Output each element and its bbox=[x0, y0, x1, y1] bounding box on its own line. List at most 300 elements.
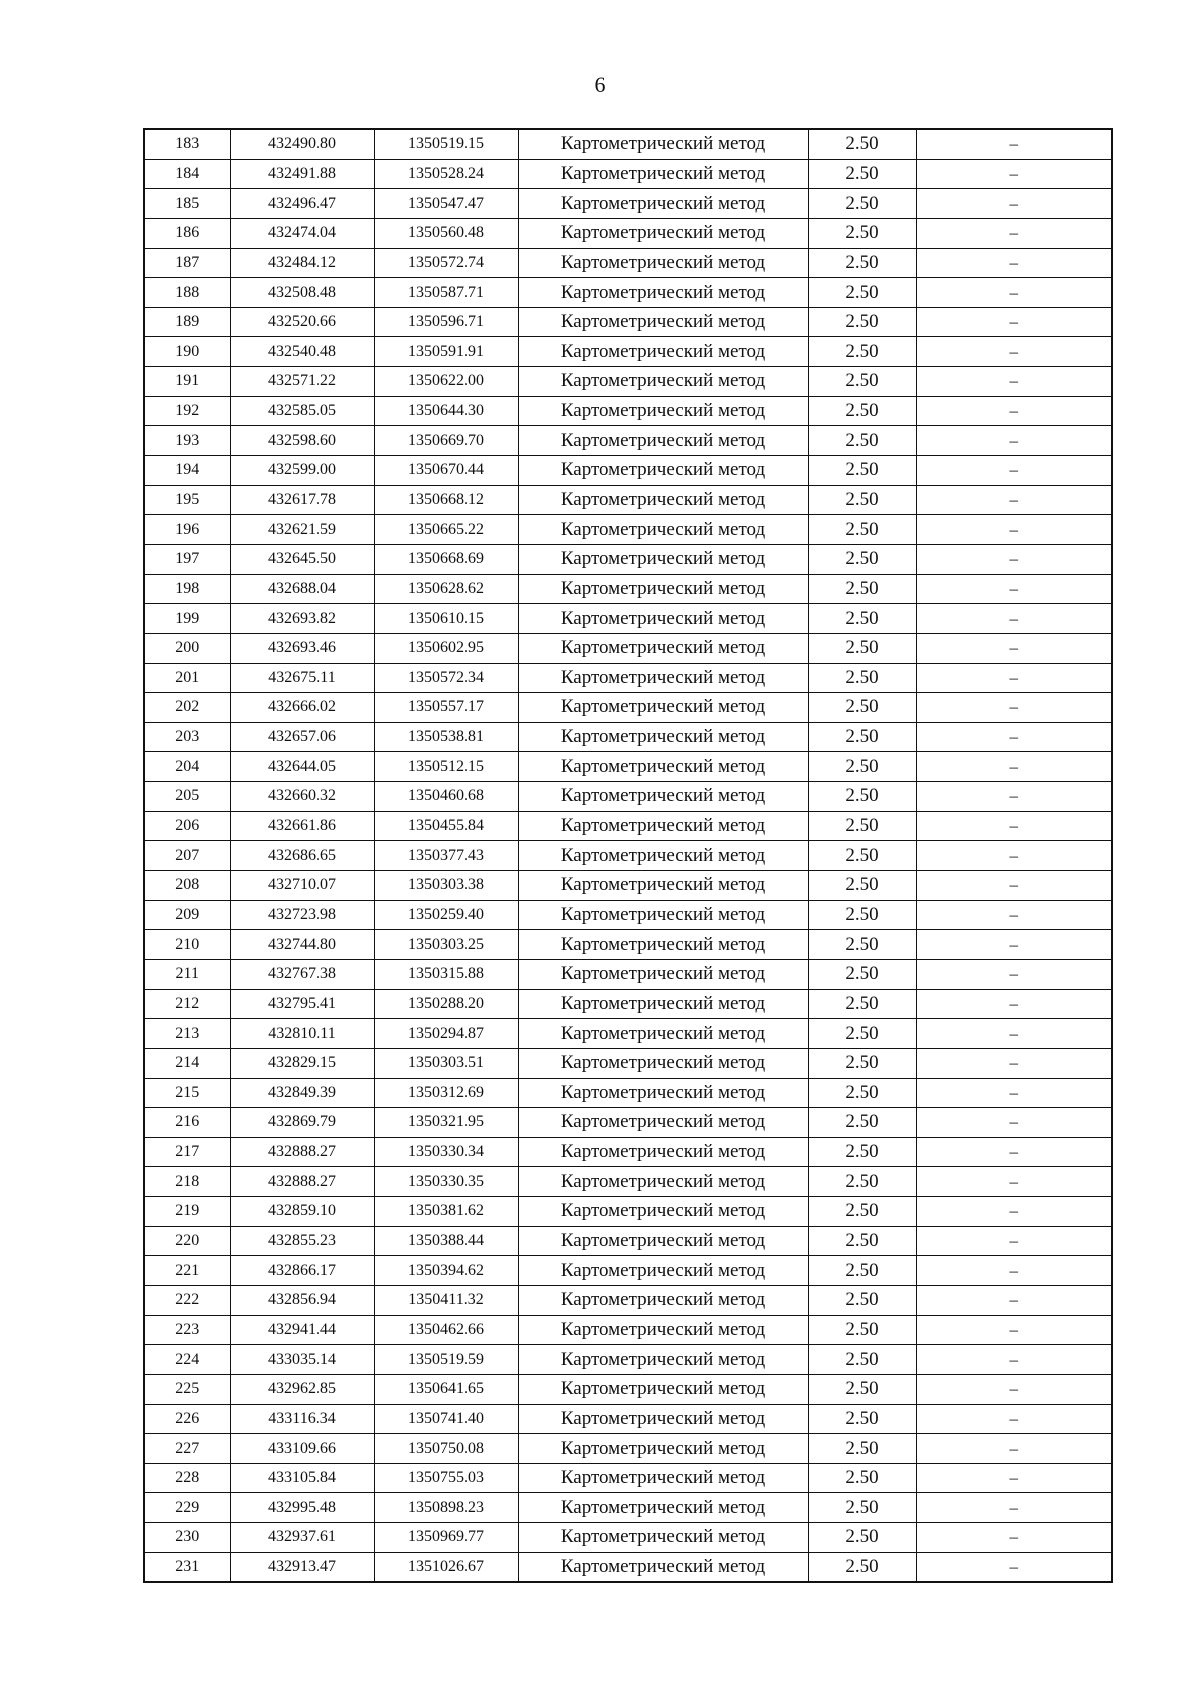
description-cell: – bbox=[916, 1226, 1112, 1256]
x-coordinate-cell: 432657.06 bbox=[230, 722, 374, 752]
x-coordinate-cell: 432744.80 bbox=[230, 930, 374, 960]
table-row bbox=[144, 367, 1112, 397]
table-row bbox=[144, 544, 1112, 574]
accuracy-cell: 2.50 bbox=[808, 367, 916, 397]
description-cell: – bbox=[916, 1048, 1112, 1078]
accuracy-cell: 2.50 bbox=[808, 396, 916, 426]
point-number-cell: 215 bbox=[144, 1078, 230, 1108]
x-coordinate-cell: 432856.94 bbox=[230, 1285, 374, 1315]
method-cell: Картометрический метод bbox=[518, 1167, 808, 1197]
y-coordinate-cell: 1350519.59 bbox=[374, 1345, 518, 1375]
point-number-cell: 211 bbox=[144, 959, 230, 989]
method-cell: Картометрический метод bbox=[518, 633, 808, 663]
accuracy-cell: 2.50 bbox=[808, 218, 916, 248]
method-cell: Картометрический метод bbox=[518, 752, 808, 782]
page-number: 6 bbox=[594, 72, 606, 97]
x-coordinate-cell: 432849.39 bbox=[230, 1078, 374, 1108]
x-coordinate-cell: 432508.48 bbox=[230, 278, 374, 308]
description-cell: – bbox=[916, 1197, 1112, 1227]
y-coordinate-cell: 1350572.34 bbox=[374, 663, 518, 693]
point-number-cell: 222 bbox=[144, 1285, 230, 1315]
point-number-cell: 202 bbox=[144, 693, 230, 723]
point-number-cell: 229 bbox=[144, 1493, 230, 1523]
coordinates-table bbox=[143, 128, 1113, 1583]
x-coordinate-cell: 432693.82 bbox=[230, 604, 374, 634]
description-cell: – bbox=[916, 1374, 1112, 1404]
y-coordinate-cell: 1350669.70 bbox=[374, 426, 518, 456]
point-number-cell: 219 bbox=[144, 1197, 230, 1227]
description-cell: – bbox=[916, 367, 1112, 397]
method-cell: Картометрический метод bbox=[518, 900, 808, 930]
description-cell: – bbox=[916, 1167, 1112, 1197]
table-row bbox=[144, 485, 1112, 515]
point-number-cell: 228 bbox=[144, 1463, 230, 1493]
method-cell: Картометрический метод bbox=[518, 396, 808, 426]
y-coordinate-cell: 1350303.25 bbox=[374, 930, 518, 960]
accuracy-cell: 2.50 bbox=[808, 604, 916, 634]
table-row bbox=[144, 1019, 1112, 1049]
table-row bbox=[144, 515, 1112, 545]
table-row bbox=[144, 396, 1112, 426]
method-cell: Картометрический метод bbox=[518, 663, 808, 693]
accuracy-cell: 2.50 bbox=[808, 337, 916, 367]
accuracy-cell: 2.50 bbox=[808, 1552, 916, 1582]
table-row bbox=[144, 1315, 1112, 1345]
table-row bbox=[144, 189, 1112, 219]
method-cell: Картометрический метод bbox=[518, 426, 808, 456]
y-coordinate-cell: 1350610.15 bbox=[374, 604, 518, 634]
y-coordinate-cell: 1350596.71 bbox=[374, 307, 518, 337]
point-number-cell: 207 bbox=[144, 841, 230, 871]
description-cell: – bbox=[916, 1078, 1112, 1108]
description-cell: – bbox=[916, 633, 1112, 663]
accuracy-cell: 2.50 bbox=[808, 456, 916, 486]
table-row bbox=[144, 1108, 1112, 1138]
point-number-cell: 221 bbox=[144, 1256, 230, 1286]
method-cell: Картометрический метод bbox=[518, 1137, 808, 1167]
y-coordinate-cell: 1350628.62 bbox=[374, 574, 518, 604]
method-cell: Картометрический метод bbox=[518, 1256, 808, 1286]
description-cell: – bbox=[916, 189, 1112, 219]
x-coordinate-cell: 432855.23 bbox=[230, 1226, 374, 1256]
method-cell: Картометрический метод bbox=[518, 871, 808, 901]
y-coordinate-cell: 1350455.84 bbox=[374, 811, 518, 841]
point-number-cell: 218 bbox=[144, 1167, 230, 1197]
description-cell: – bbox=[916, 989, 1112, 1019]
table-row bbox=[144, 159, 1112, 189]
accuracy-cell: 2.50 bbox=[808, 1523, 916, 1553]
description-cell: – bbox=[916, 841, 1112, 871]
point-number-cell: 199 bbox=[144, 604, 230, 634]
accuracy-cell: 2.50 bbox=[808, 900, 916, 930]
accuracy-cell: 2.50 bbox=[808, 871, 916, 901]
accuracy-cell: 2.50 bbox=[808, 959, 916, 989]
y-coordinate-cell: 1350898.23 bbox=[374, 1493, 518, 1523]
method-cell: Картометрический метод bbox=[518, 1285, 808, 1315]
point-number-cell: 214 bbox=[144, 1048, 230, 1078]
table-row bbox=[144, 841, 1112, 871]
description-cell: – bbox=[916, 544, 1112, 574]
method-cell: Картометрический метод bbox=[518, 811, 808, 841]
description-cell: – bbox=[916, 456, 1112, 486]
table-row bbox=[144, 633, 1112, 663]
y-coordinate-cell: 1350303.38 bbox=[374, 871, 518, 901]
table-row bbox=[144, 1285, 1112, 1315]
point-number-cell: 194 bbox=[144, 456, 230, 486]
y-coordinate-cell: 1350641.65 bbox=[374, 1374, 518, 1404]
table-row bbox=[144, 278, 1112, 308]
method-cell: Картометрический метод bbox=[518, 1523, 808, 1553]
accuracy-cell: 2.50 bbox=[808, 1493, 916, 1523]
description-cell: – bbox=[916, 218, 1112, 248]
table-row bbox=[144, 871, 1112, 901]
accuracy-cell: 2.50 bbox=[808, 485, 916, 515]
point-number-cell: 223 bbox=[144, 1315, 230, 1345]
y-coordinate-cell: 1350315.88 bbox=[374, 959, 518, 989]
accuracy-cell: 2.50 bbox=[808, 841, 916, 871]
table-row bbox=[144, 752, 1112, 782]
method-cell: Картометрический метод bbox=[518, 1463, 808, 1493]
description-cell: – bbox=[916, 1404, 1112, 1434]
accuracy-cell: 2.50 bbox=[808, 1463, 916, 1493]
method-cell: Картометрический метод bbox=[518, 1374, 808, 1404]
accuracy-cell: 2.50 bbox=[808, 1434, 916, 1464]
y-coordinate-cell: 1350560.48 bbox=[374, 218, 518, 248]
coordinates-table-body bbox=[144, 129, 1112, 1582]
y-coordinate-cell: 1350547.47 bbox=[374, 189, 518, 219]
description-cell: – bbox=[916, 1256, 1112, 1286]
y-coordinate-cell: 1350330.35 bbox=[374, 1167, 518, 1197]
point-number-cell: 210 bbox=[144, 930, 230, 960]
description-cell: – bbox=[916, 1137, 1112, 1167]
y-coordinate-cell: 1350519.15 bbox=[374, 129, 518, 159]
table-row bbox=[144, 1167, 1112, 1197]
accuracy-cell: 2.50 bbox=[808, 1285, 916, 1315]
method-cell: Картометрический метод bbox=[518, 278, 808, 308]
x-coordinate-cell: 432941.44 bbox=[230, 1315, 374, 1345]
y-coordinate-cell: 1350622.00 bbox=[374, 367, 518, 397]
description-cell: – bbox=[916, 426, 1112, 456]
accuracy-cell: 2.50 bbox=[808, 574, 916, 604]
accuracy-cell: 2.50 bbox=[808, 811, 916, 841]
x-coordinate-cell: 432888.27 bbox=[230, 1167, 374, 1197]
accuracy-cell: 2.50 bbox=[808, 1404, 916, 1434]
y-coordinate-cell: 1350312.69 bbox=[374, 1078, 518, 1108]
y-coordinate-cell: 1350394.62 bbox=[374, 1256, 518, 1286]
point-number-cell: 185 bbox=[144, 189, 230, 219]
point-number-cell: 227 bbox=[144, 1434, 230, 1464]
point-number-cell: 193 bbox=[144, 426, 230, 456]
x-coordinate-cell: 432644.05 bbox=[230, 752, 374, 782]
y-coordinate-cell: 1350741.40 bbox=[374, 1404, 518, 1434]
point-number-cell: 195 bbox=[144, 485, 230, 515]
y-coordinate-cell: 1350572.74 bbox=[374, 248, 518, 278]
description-cell: – bbox=[916, 307, 1112, 337]
description-cell: – bbox=[916, 811, 1112, 841]
y-coordinate-cell: 1350670.44 bbox=[374, 456, 518, 486]
y-coordinate-cell: 1350591.91 bbox=[374, 337, 518, 367]
y-coordinate-cell: 1350294.87 bbox=[374, 1019, 518, 1049]
table-row bbox=[144, 693, 1112, 723]
x-coordinate-cell: 432496.47 bbox=[230, 189, 374, 219]
table-row bbox=[144, 1078, 1112, 1108]
table-row bbox=[144, 1493, 1112, 1523]
point-number-cell: 224 bbox=[144, 1345, 230, 1375]
point-number-cell: 189 bbox=[144, 307, 230, 337]
table-row bbox=[144, 663, 1112, 693]
y-coordinate-cell: 1350969.77 bbox=[374, 1523, 518, 1553]
point-number-cell: 220 bbox=[144, 1226, 230, 1256]
accuracy-cell: 2.50 bbox=[808, 189, 916, 219]
x-coordinate-cell: 432660.32 bbox=[230, 782, 374, 812]
accuracy-cell: 2.50 bbox=[808, 1019, 916, 1049]
accuracy-cell: 2.50 bbox=[808, 930, 916, 960]
accuracy-cell: 2.50 bbox=[808, 782, 916, 812]
table-row bbox=[144, 1137, 1112, 1167]
y-coordinate-cell: 1350587.71 bbox=[374, 278, 518, 308]
description-cell: – bbox=[916, 1108, 1112, 1138]
method-cell: Картометрический метод bbox=[518, 1434, 808, 1464]
table-row bbox=[144, 1256, 1112, 1286]
table-row bbox=[144, 1463, 1112, 1493]
point-number-cell: 197 bbox=[144, 544, 230, 574]
table-row bbox=[144, 1048, 1112, 1078]
point-number-cell: 225 bbox=[144, 1374, 230, 1404]
accuracy-cell: 2.50 bbox=[808, 989, 916, 1019]
y-coordinate-cell: 1350557.17 bbox=[374, 693, 518, 723]
x-coordinate-cell: 433105.84 bbox=[230, 1463, 374, 1493]
point-number-cell: 206 bbox=[144, 811, 230, 841]
accuracy-cell: 2.50 bbox=[808, 1197, 916, 1227]
point-number-cell: 198 bbox=[144, 574, 230, 604]
accuracy-cell: 2.50 bbox=[808, 752, 916, 782]
table-row bbox=[144, 989, 1112, 1019]
description-cell: – bbox=[916, 722, 1112, 752]
table-row bbox=[144, 811, 1112, 841]
point-number-cell: 187 bbox=[144, 248, 230, 278]
x-coordinate-cell: 432599.00 bbox=[230, 456, 374, 486]
table-row bbox=[144, 1523, 1112, 1553]
point-number-cell: 216 bbox=[144, 1108, 230, 1138]
y-coordinate-cell: 1350411.32 bbox=[374, 1285, 518, 1315]
description-cell: – bbox=[916, 1434, 1112, 1464]
point-number-cell: 205 bbox=[144, 782, 230, 812]
y-coordinate-cell: 1350644.30 bbox=[374, 396, 518, 426]
point-number-cell: 213 bbox=[144, 1019, 230, 1049]
description-cell: – bbox=[916, 1463, 1112, 1493]
table-row bbox=[144, 426, 1112, 456]
y-coordinate-cell: 1350330.34 bbox=[374, 1137, 518, 1167]
accuracy-cell: 2.50 bbox=[808, 722, 916, 752]
description-cell: – bbox=[916, 604, 1112, 634]
x-coordinate-cell: 432585.05 bbox=[230, 396, 374, 426]
x-coordinate-cell: 432859.10 bbox=[230, 1197, 374, 1227]
description-cell: – bbox=[916, 959, 1112, 989]
y-coordinate-cell: 1350288.20 bbox=[374, 989, 518, 1019]
x-coordinate-cell: 432666.02 bbox=[230, 693, 374, 723]
method-cell: Картометрический метод bbox=[518, 959, 808, 989]
description-cell: – bbox=[916, 930, 1112, 960]
description-cell: – bbox=[916, 1345, 1112, 1375]
accuracy-cell: 2.50 bbox=[808, 1345, 916, 1375]
point-number-cell: 208 bbox=[144, 871, 230, 901]
accuracy-cell: 2.50 bbox=[808, 278, 916, 308]
description-cell: – bbox=[916, 1493, 1112, 1523]
x-coordinate-cell: 433035.14 bbox=[230, 1345, 374, 1375]
description-cell: – bbox=[916, 782, 1112, 812]
accuracy-cell: 2.50 bbox=[808, 129, 916, 159]
x-coordinate-cell: 432688.04 bbox=[230, 574, 374, 604]
x-coordinate-cell: 432540.48 bbox=[230, 337, 374, 367]
point-number-cell: 192 bbox=[144, 396, 230, 426]
description-cell: – bbox=[916, 1285, 1112, 1315]
x-coordinate-cell: 432520.66 bbox=[230, 307, 374, 337]
point-number-cell: 186 bbox=[144, 218, 230, 248]
y-coordinate-cell: 1350528.24 bbox=[374, 159, 518, 189]
y-coordinate-cell: 1350388.44 bbox=[374, 1226, 518, 1256]
method-cell: Картометрический метод bbox=[518, 1019, 808, 1049]
y-coordinate-cell: 1350303.51 bbox=[374, 1048, 518, 1078]
point-number-cell: 204 bbox=[144, 752, 230, 782]
x-coordinate-cell: 432866.17 bbox=[230, 1256, 374, 1286]
x-coordinate-cell: 432571.22 bbox=[230, 367, 374, 397]
method-cell: Картометрический метод bbox=[518, 159, 808, 189]
accuracy-cell: 2.50 bbox=[808, 1108, 916, 1138]
x-coordinate-cell: 432474.04 bbox=[230, 218, 374, 248]
table-row bbox=[144, 782, 1112, 812]
accuracy-cell: 2.50 bbox=[808, 633, 916, 663]
x-coordinate-cell: 433109.66 bbox=[230, 1434, 374, 1464]
y-coordinate-cell: 1351026.67 bbox=[374, 1552, 518, 1582]
accuracy-cell: 2.50 bbox=[808, 248, 916, 278]
description-cell: – bbox=[916, 396, 1112, 426]
method-cell: Картометрический метод bbox=[518, 604, 808, 634]
method-cell: Картометрический метод bbox=[518, 1552, 808, 1582]
method-cell: Картометрический метод bbox=[518, 693, 808, 723]
accuracy-cell: 2.50 bbox=[808, 515, 916, 545]
x-coordinate-cell: 432484.12 bbox=[230, 248, 374, 278]
description-cell: – bbox=[916, 485, 1112, 515]
x-coordinate-cell: 432693.46 bbox=[230, 633, 374, 663]
x-coordinate-cell: 432767.38 bbox=[230, 959, 374, 989]
method-cell: Картометрический метод bbox=[518, 1315, 808, 1345]
description-cell: – bbox=[916, 1523, 1112, 1553]
table-row bbox=[144, 218, 1112, 248]
table-row bbox=[144, 248, 1112, 278]
table-row bbox=[144, 574, 1112, 604]
table-row bbox=[144, 456, 1112, 486]
method-cell: Картометрический метод bbox=[518, 485, 808, 515]
table-row bbox=[144, 307, 1112, 337]
table-row bbox=[144, 1374, 1112, 1404]
method-cell: Картометрический метод bbox=[518, 1197, 808, 1227]
method-cell: Картометрический метод bbox=[518, 544, 808, 574]
x-coordinate-cell: 432795.41 bbox=[230, 989, 374, 1019]
description-cell: – bbox=[916, 337, 1112, 367]
method-cell: Картометрический метод bbox=[518, 515, 808, 545]
table-row bbox=[144, 604, 1112, 634]
x-coordinate-cell: 432937.61 bbox=[230, 1523, 374, 1553]
accuracy-cell: 2.50 bbox=[808, 1374, 916, 1404]
method-cell: Картометрический метод bbox=[518, 1108, 808, 1138]
y-coordinate-cell: 1350512.15 bbox=[374, 752, 518, 782]
x-coordinate-cell: 432598.60 bbox=[230, 426, 374, 456]
x-coordinate-cell: 432686.65 bbox=[230, 841, 374, 871]
table-row bbox=[144, 930, 1112, 960]
description-cell: – bbox=[916, 900, 1112, 930]
table-row bbox=[144, 1345, 1112, 1375]
method-cell: Картометрический метод bbox=[518, 129, 808, 159]
method-cell: Картометрический метод bbox=[518, 456, 808, 486]
point-number-cell: 226 bbox=[144, 1404, 230, 1434]
x-coordinate-cell: 432617.78 bbox=[230, 485, 374, 515]
description-cell: – bbox=[916, 129, 1112, 159]
description-cell: – bbox=[916, 278, 1112, 308]
point-number-cell: 231 bbox=[144, 1552, 230, 1582]
y-coordinate-cell: 1350381.62 bbox=[374, 1197, 518, 1227]
table-row bbox=[144, 1404, 1112, 1434]
point-number-cell: 184 bbox=[144, 159, 230, 189]
method-cell: Картометрический метод bbox=[518, 248, 808, 278]
point-number-cell: 196 bbox=[144, 515, 230, 545]
x-coordinate-cell: 432962.85 bbox=[230, 1374, 374, 1404]
point-number-cell: 191 bbox=[144, 367, 230, 397]
x-coordinate-cell: 432723.98 bbox=[230, 900, 374, 930]
x-coordinate-cell: 432675.11 bbox=[230, 663, 374, 693]
description-cell: – bbox=[916, 574, 1112, 604]
table-row bbox=[144, 900, 1112, 930]
method-cell: Картометрический метод bbox=[518, 782, 808, 812]
description-cell: – bbox=[916, 248, 1112, 278]
x-coordinate-cell: 432710.07 bbox=[230, 871, 374, 901]
x-coordinate-cell: 432888.27 bbox=[230, 1137, 374, 1167]
method-cell: Картометрический метод bbox=[518, 989, 808, 1019]
table-row bbox=[144, 722, 1112, 752]
point-number-cell: 188 bbox=[144, 278, 230, 308]
x-coordinate-cell: 432490.80 bbox=[230, 129, 374, 159]
x-coordinate-cell: 432491.88 bbox=[230, 159, 374, 189]
description-cell: – bbox=[916, 515, 1112, 545]
method-cell: Картометрический метод bbox=[518, 307, 808, 337]
y-coordinate-cell: 1350602.95 bbox=[374, 633, 518, 663]
method-cell: Картометрический метод bbox=[518, 218, 808, 248]
x-coordinate-cell: 432621.59 bbox=[230, 515, 374, 545]
point-number-cell: 230 bbox=[144, 1523, 230, 1553]
description-cell: – bbox=[916, 1315, 1112, 1345]
description-cell: – bbox=[916, 1552, 1112, 1582]
accuracy-cell: 2.50 bbox=[808, 1078, 916, 1108]
point-number-cell: 212 bbox=[144, 989, 230, 1019]
method-cell: Картометрический метод bbox=[518, 930, 808, 960]
accuracy-cell: 2.50 bbox=[808, 426, 916, 456]
y-coordinate-cell: 1350462.66 bbox=[374, 1315, 518, 1345]
description-cell: – bbox=[916, 871, 1112, 901]
x-coordinate-cell: 432913.47 bbox=[230, 1552, 374, 1582]
table-row bbox=[144, 959, 1112, 989]
y-coordinate-cell: 1350755.03 bbox=[374, 1463, 518, 1493]
point-number-cell: 203 bbox=[144, 722, 230, 752]
table-row bbox=[144, 1434, 1112, 1464]
accuracy-cell: 2.50 bbox=[808, 1256, 916, 1286]
y-coordinate-cell: 1350668.69 bbox=[374, 544, 518, 574]
method-cell: Картометрический метод bbox=[518, 1345, 808, 1375]
y-coordinate-cell: 1350259.40 bbox=[374, 900, 518, 930]
x-coordinate-cell: 432869.79 bbox=[230, 1108, 374, 1138]
method-cell: Картометрический метод bbox=[518, 337, 808, 367]
point-number-cell: 190 bbox=[144, 337, 230, 367]
table-row bbox=[144, 1226, 1112, 1256]
table-row bbox=[144, 1197, 1112, 1227]
